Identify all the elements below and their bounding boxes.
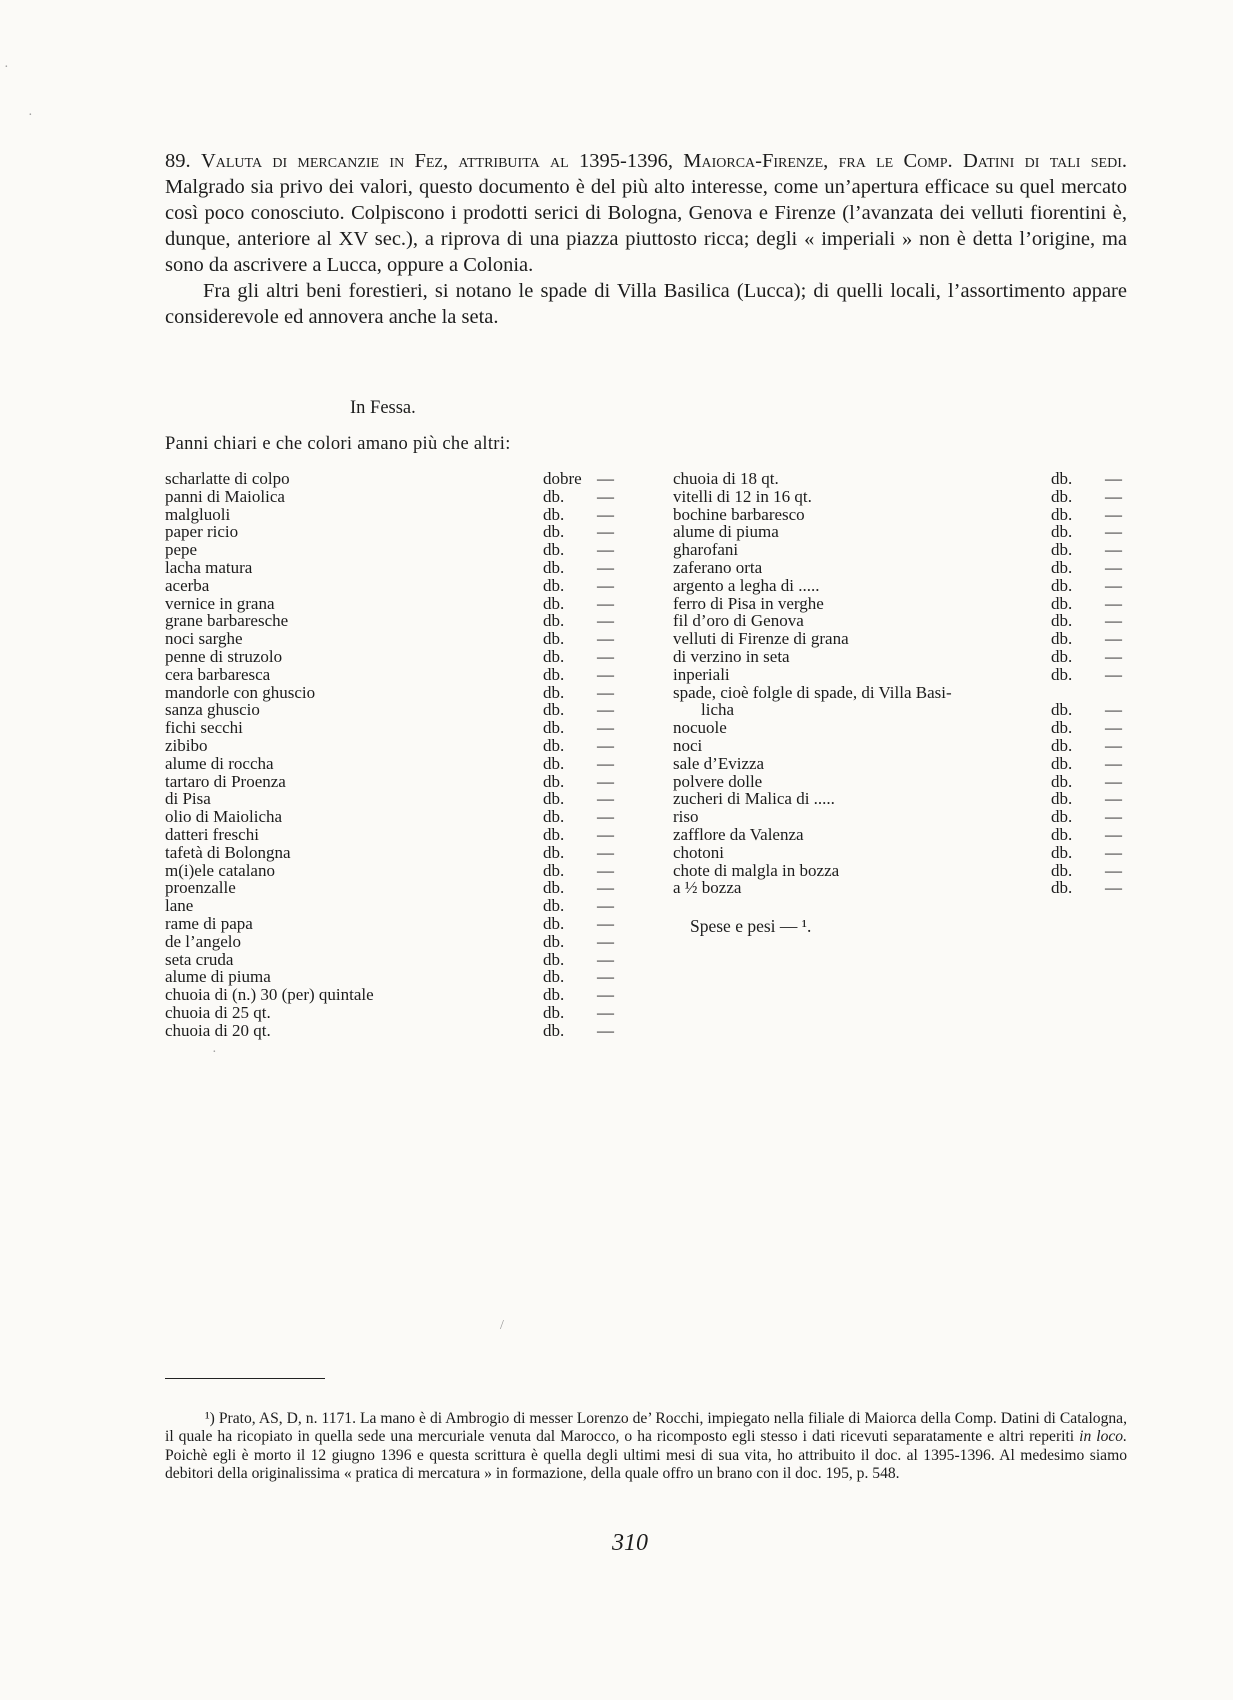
list-item-unit: db.: [1051, 718, 1073, 738]
footnote-text-a: Prato, AS, D, n. 1171. La mano è di Ambrogio di messer Lorenzo de’ Rocchi, impiegato nella filiale di Maiorca della Comp. Datini di Catalogna, il quale ha ricopiato in quella sede una mercuriale venuta dal Marocco, o ha ricomposto egli stesso i dati ricevuti separatamente e altri reperiti: [165, 1410, 1127, 1446]
right-price-list: [673, 470, 1135, 897]
list-item-name: cera barbaresca: [165, 664, 271, 684]
document-header: [165, 148, 1127, 330]
list-item-name: malgluoli: [165, 504, 231, 524]
list-item-dash: —: [1105, 522, 1122, 542]
list-item-name: gharofani: [673, 540, 739, 560]
left-price-list: [165, 470, 615, 1040]
list-item-dash: —: [1105, 664, 1122, 684]
list-row: [165, 523, 615, 541]
list-item-name: scharlatte di colpo: [165, 469, 290, 488]
list-item-name: noci: [673, 735, 703, 755]
list-row: [165, 666, 615, 684]
list-row: [673, 488, 1135, 506]
list-item-unit: db.: [543, 771, 565, 791]
list-item-unit: db.: [543, 878, 565, 898]
list-row: [673, 648, 1135, 666]
list-item-unit: db.: [543, 557, 565, 577]
list-item-name: zaferano orta: [673, 557, 763, 577]
list-item-name: zucheri di Malica di .....: [673, 789, 835, 809]
list-row: [165, 790, 615, 808]
list-row: [165, 488, 615, 506]
list-row: [165, 1022, 615, 1040]
list-row: [673, 879, 1135, 897]
list-row: [673, 808, 1135, 826]
list-row: [673, 773, 1135, 791]
list-item-name: ferro di Pisa in verghe: [673, 593, 824, 613]
list-item-name: di Pisa: [165, 789, 211, 809]
list-item-name: lacha matura: [165, 557, 253, 577]
list-row: [673, 541, 1135, 559]
list-row: [165, 541, 615, 559]
list-item-name: lane: [165, 896, 194, 916]
list-item-unit: db.: [1051, 540, 1073, 560]
list-row: [165, 968, 615, 986]
list-item-unit: db.: [1051, 486, 1073, 506]
list-item-name: alume di roccha: [165, 753, 274, 773]
list-item-unit: db.: [543, 931, 565, 951]
list-item-unit: db.: [543, 540, 565, 560]
list-item-dash: —: [597, 700, 614, 720]
list-row: [165, 701, 615, 719]
list-item-unit: db.: [543, 522, 565, 542]
list-row: [165, 755, 615, 773]
list-row: [673, 755, 1135, 773]
list-item-dash: —: [597, 842, 614, 862]
list-row: [673, 577, 1135, 595]
list-item-unit: db.: [543, 789, 565, 809]
list-item-name: polvere dolle: [673, 771, 763, 791]
list-item-dash: —: [597, 629, 614, 649]
list-item-unit: db.: [543, 860, 565, 880]
list-item-unit: db.: [1051, 700, 1073, 720]
list-item-name: sale d’Evizza: [673, 753, 765, 773]
list-row: [673, 684, 1135, 702]
list-row: [165, 915, 615, 933]
list-item-unit: db.: [543, 504, 565, 524]
list-item-name: bochine barbaresco: [673, 504, 805, 524]
list-row: [165, 951, 615, 969]
list-row: [165, 737, 615, 755]
list-item-dash: —: [1105, 469, 1122, 488]
list-item-dash: —: [1105, 718, 1122, 738]
list-item-dash: —: [597, 753, 614, 773]
list-row: [165, 844, 615, 862]
list-item-dash: —: [597, 735, 614, 755]
list-item-name: grane barbaresche: [165, 611, 289, 631]
list-item-unit: db.: [543, 824, 565, 844]
list-item-name: proenzalle: [165, 878, 236, 898]
list-row: [673, 506, 1135, 524]
list-item-unit: db.: [543, 1020, 565, 1040]
list-item-dash: —: [597, 575, 614, 595]
list-item-name: chote di malgla in bozza: [673, 860, 840, 880]
list-item-unit: db.: [1051, 629, 1073, 649]
list-item-dash: —: [597, 682, 614, 702]
list-item-dash: —: [597, 469, 614, 488]
list-item-dash: —: [597, 1020, 614, 1040]
list-item-unit: db.: [543, 753, 565, 773]
list-item-unit: db.: [543, 842, 565, 862]
list-item-dash: —: [1105, 700, 1122, 720]
footnote: [165, 1410, 1127, 1484]
list-item-dash: —: [1105, 504, 1122, 524]
list-item-dash: —: [1105, 878, 1122, 898]
list-item-dash: —: [1105, 486, 1122, 506]
list-item-name: panni di Maiolica: [165, 486, 285, 506]
list-item-unit: db.: [1051, 593, 1073, 613]
list-item-name: paper ricio: [165, 522, 239, 542]
list-item-dash: —: [597, 504, 614, 524]
list-item-name: alume di piuma: [165, 967, 271, 987]
list-item-name: m(i)ele catalano: [165, 860, 275, 880]
list-item-dash: —: [1105, 575, 1122, 595]
list-item-name: alume di piuma: [673, 522, 779, 542]
list-item-unit: db.: [543, 896, 565, 916]
list-item-name: inperiali: [673, 664, 730, 684]
document-number: 89.: [165, 150, 191, 172]
list-row: [673, 666, 1135, 684]
list-row: [165, 630, 615, 648]
list-item-name: chuoia di 20 qt.: [165, 1020, 271, 1040]
list-row: [165, 506, 615, 524]
list-row: [165, 470, 615, 488]
list-row: [165, 684, 615, 702]
list-item-name: noci sarghe: [165, 629, 243, 649]
list-item-dash: —: [597, 807, 614, 827]
list-item-unit: db.: [543, 949, 565, 969]
list-item-name: riso: [673, 807, 699, 827]
list-item-unit: db.: [1051, 860, 1073, 880]
list-item-name: argento a legha di .....: [673, 575, 820, 595]
list-item-dash: —: [597, 985, 614, 1005]
list-item-name: acerba: [165, 575, 210, 595]
list-item-dash: —: [597, 878, 614, 898]
footnote-marker: ¹): [205, 1410, 215, 1427]
list-item-name: olio di Maiolicha: [165, 807, 283, 827]
footnote-rule: [165, 1378, 325, 1379]
page-number: 310: [612, 1530, 648, 1556]
list-item-unit: db.: [543, 664, 565, 684]
list-item-name: tafetà di Bolongna: [165, 842, 291, 862]
list-row: [673, 844, 1135, 862]
header-paragraph: [165, 148, 1127, 278]
scan-speck: /: [500, 1318, 504, 1333]
list-item-name: fichi secchi: [165, 718, 243, 738]
scan-speck: ·: [212, 1045, 217, 1060]
list-item-unit: db.: [543, 807, 565, 827]
list-row: [165, 986, 615, 1004]
list-item-unit: db.: [1051, 522, 1073, 542]
list-item-name: rame di papa: [165, 913, 253, 933]
list-item-name: fil d’oro di Genova: [673, 611, 804, 631]
list-item-dash: —: [597, 771, 614, 791]
list-item-name: penne di struzolo: [165, 646, 283, 666]
list-item-unit: db.: [1051, 611, 1073, 631]
list-item-unit: db.: [1051, 735, 1073, 755]
list-item-dash: —: [1105, 771, 1122, 791]
list-item-dash: —: [597, 486, 614, 506]
list-row: [165, 808, 615, 826]
document-title: Valuta di mercanzie in Fez, attribuita al 1395-1396, Maiorca-Firenze, fra le Comp. Datini di tali sedi.: [200, 150, 1127, 172]
list-item-name: zafflore da Valenza: [673, 824, 804, 844]
list-row: [673, 470, 1135, 488]
list-row: [673, 790, 1135, 808]
list-item-name: chuoia di 18 qt.: [673, 469, 779, 488]
list-item-dash: —: [1105, 842, 1122, 862]
list-item-dash: —: [597, 913, 614, 933]
list-item-name: spade, cioè folgle di spade, di Villa Basi-: [673, 682, 952, 702]
list-row: [165, 773, 615, 791]
footnote-text: [165, 1410, 1127, 1484]
list-row: [673, 862, 1135, 880]
list-row: [165, 897, 615, 915]
list-item-name: seta cruda: [165, 949, 234, 969]
list-item-dash: —: [1105, 789, 1122, 809]
list-item-unit: db.: [1051, 842, 1073, 862]
list-item-dash: —: [597, 949, 614, 969]
list-item-dash: —: [597, 718, 614, 738]
list-item-dash: —: [1105, 735, 1122, 755]
list-item-dash: —: [1105, 629, 1122, 649]
list-item-dash: —: [597, 522, 614, 542]
list-item-unit: db.: [543, 985, 565, 1005]
list-item-unit: db.: [543, 629, 565, 649]
list-item-dash: —: [597, 860, 614, 880]
list-row: [165, 559, 615, 577]
list-row: [165, 1004, 615, 1022]
list-item-name: chotoni: [673, 842, 724, 862]
list-item-dash: —: [597, 664, 614, 684]
list-item-unit: dobre: [543, 469, 582, 488]
list-row: [673, 737, 1135, 755]
scan-speck: ·: [28, 108, 33, 123]
list-item-unit: db.: [1051, 664, 1073, 684]
list-item-dash: —: [1105, 593, 1122, 613]
list-item-name: tartaro di Proenza: [165, 771, 286, 791]
list-item-unit: db.: [543, 735, 565, 755]
list-row: [165, 933, 615, 951]
list-item-name: licha: [701, 700, 735, 720]
list-item-unit: db.: [543, 646, 565, 666]
list-item-dash: —: [597, 931, 614, 951]
header-paragraph-2: Fra gli altri beni forestieri, si notano le spade di Villa Basilica (Lucca); di quelli locali, l’assortimento appare considerevole ed annovera anche la seta.: [165, 280, 1127, 328]
list-item-unit: db.: [543, 967, 565, 987]
list-item-dash: —: [597, 824, 614, 844]
list-item-name: chuoia di 25 qt.: [165, 1002, 271, 1022]
list-item-unit: db.: [543, 700, 565, 720]
list-item-dash: —: [1105, 540, 1122, 560]
subheading: In Fessa.: [350, 398, 416, 418]
list-item-dash: —: [597, 540, 614, 560]
list-item-dash: —: [597, 646, 614, 666]
list-row: [165, 879, 615, 897]
list-row: [673, 523, 1135, 541]
list-item-unit: db.: [543, 611, 565, 631]
list-row: [673, 612, 1135, 630]
list-item-dash: —: [597, 611, 614, 631]
list-item-name: di verzino in seta: [673, 646, 790, 666]
list-row: [165, 862, 615, 880]
list-item-name: velluti di Firenze di grana: [673, 629, 849, 649]
spese-note: Spese e pesi — ¹.: [690, 916, 812, 936]
list-item-unit: db.: [543, 682, 565, 702]
list-item-dash: —: [597, 967, 614, 987]
list-item-unit: db.: [1051, 753, 1073, 773]
list-item-dash: —: [1105, 860, 1122, 880]
list-item-unit: db.: [543, 1002, 565, 1022]
list-item-dash: —: [597, 1002, 614, 1022]
list-item-unit: db.: [1051, 824, 1073, 844]
footnote-text-b: Poichè egli è morto il 12 giugno 1396 e questa scrittura è quella degli ultimi mesi di sua vita, ho attribuito il doc. al 1395-1396. Al medesimo siamo debitori della originalissima « pratica di mercatura » in formazione, della quale offro un brano con il doc. 195, p. 548.: [165, 1446, 1127, 1483]
list-item-unit: db.: [1051, 771, 1073, 791]
list-item-unit: db.: [1051, 807, 1073, 827]
list-row: [673, 595, 1135, 613]
list-item-unit: db.: [543, 718, 565, 738]
list-item-dash: —: [597, 557, 614, 577]
list-row: [165, 719, 615, 737]
list-item-name: nocuole: [673, 718, 727, 738]
list-item-name: vitelli di 12 in 16 qt.: [673, 486, 812, 506]
list-item-name: chuoia di (n.) 30 (per) quintale: [165, 985, 374, 1005]
list-item-name: datteri freschi: [165, 824, 259, 844]
header-body: Malgrado sia privo dei valori, questo documento è del più alto interesse, come un’apertura efficace su quel mercato così poco conosciuto. Colpiscono i prodotti serici di Bologna, Genova e Firenze (l’avanzata dei velluti fiorentini è, dunque, anteriore al XV sec.), a riprova di una piazza piuttosto ricca; degli « imperiali » non è detta l’origine, ma sono da ascrivere a Lucca, oppure a Colonia.: [165, 176, 1127, 276]
list-item-dash: —: [1105, 753, 1122, 773]
list-item-unit: db.: [1051, 557, 1073, 577]
list-row: [165, 577, 615, 595]
list-item-dash: —: [597, 593, 614, 613]
scan-speck: ·: [4, 60, 9, 75]
list-row: [673, 630, 1135, 648]
list-row: [165, 595, 615, 613]
list-item-dash: —: [1105, 824, 1122, 844]
list-item-dash: —: [1105, 646, 1122, 666]
footnote-italic: in loco.: [1079, 1428, 1127, 1446]
list-item-unit: db.: [1051, 575, 1073, 595]
list-item-name: zibibo: [165, 735, 208, 755]
list-row: [673, 701, 1135, 719]
list-item-unit: db.: [543, 575, 565, 595]
list-item-dash: —: [1105, 557, 1122, 577]
list-item-unit: db.: [543, 913, 565, 933]
list-row: [673, 719, 1135, 737]
list-item-unit: db.: [543, 486, 565, 506]
list-item-dash: —: [1105, 807, 1122, 827]
list-row: [165, 612, 615, 630]
list-item-name: de l’angelo: [165, 931, 241, 951]
list-row: [165, 826, 615, 844]
list-item-name: vernice in grana: [165, 593, 275, 613]
list-item-dash: —: [1105, 611, 1122, 631]
list-item-unit: db.: [543, 593, 565, 613]
list-item-name: a ½ bozza: [673, 878, 742, 898]
list-intro: Panni chiari e che colori amano più che altri:: [165, 434, 511, 454]
list-item-dash: —: [597, 789, 614, 809]
list-row: [673, 826, 1135, 844]
list-item-unit: db.: [1051, 789, 1073, 809]
list-row: [165, 648, 615, 666]
list-row: [673, 559, 1135, 577]
list-item-dash: —: [597, 896, 614, 916]
list-item-name: pepe: [165, 540, 198, 560]
list-item-unit: db.: [1051, 469, 1073, 488]
list-item-unit: db.: [1051, 878, 1073, 898]
list-item-unit: db.: [1051, 504, 1073, 524]
list-item-name: sanza ghuscio: [165, 700, 260, 720]
list-item-unit: db.: [1051, 646, 1073, 666]
list-item-name: mandorle con ghuscio: [165, 682, 316, 702]
